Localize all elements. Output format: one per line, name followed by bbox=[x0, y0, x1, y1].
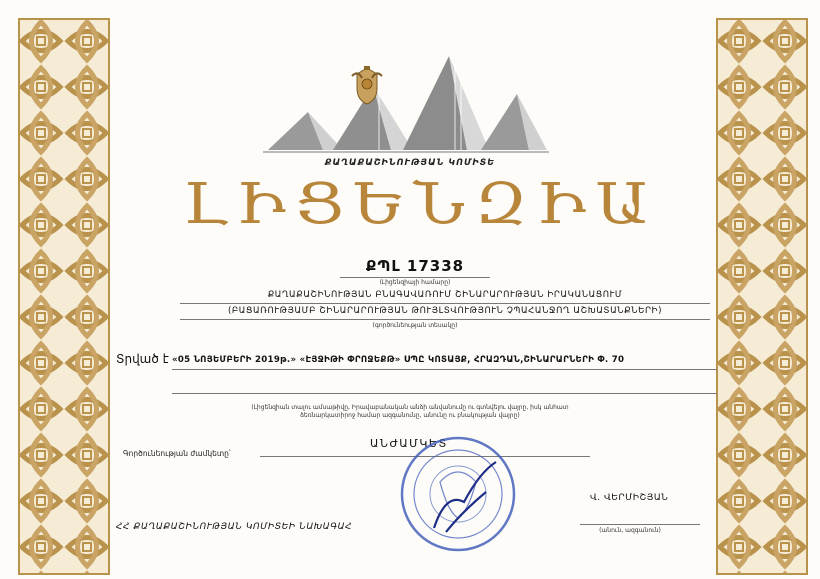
left-ornamental-border bbox=[18, 18, 110, 575]
celtic-knot-pattern bbox=[716, 18, 808, 575]
right-ornamental-border bbox=[716, 18, 808, 575]
coat-of-arms-emblem bbox=[350, 66, 384, 106]
committee-head-title: ՀՀ ՔԱՂԱՔԱՇԻՆՈՒԹՅԱՆ ԿՈՄԻՏԵԻ ՆԱԽԱԳԱՀ bbox=[116, 522, 353, 532]
activity-caption: (գործունեության տեսակը) bbox=[372, 322, 458, 329]
issued-to-label: Տրված է bbox=[116, 352, 169, 366]
issued-to-value: «05 ՆՈՅԵՄԲԵՐԻ 2019թ.» «ԷՅՋԻԹԻ ՓՐՈՋԵՔԹ» ՍՊԸ ԿՈՏԱՅՔ, ՀՐԱԶԴԱՆ,ՇԻՆԱՐԱՐՆԵՐԻ Փ. 70 bbox=[172, 355, 625, 365]
head-name-rule bbox=[580, 524, 700, 525]
buildings-logo bbox=[253, 50, 553, 158]
issued-rule-1 bbox=[172, 369, 717, 370]
activity-rule-2 bbox=[180, 319, 710, 320]
term-value: ԱՆԺԱՄԿԵՏ bbox=[370, 437, 448, 450]
license-number-caption: (Լիցենզիայի համարը) bbox=[379, 279, 451, 286]
term-label: Գործունեության ժամկետը՝ bbox=[123, 449, 231, 458]
license-number: ՔՊԼ 17338 bbox=[365, 257, 465, 275]
head-signatory-name: Վ. ՎԵՐՄԻՇՅԱՆ bbox=[590, 493, 669, 503]
certificate-title: ԼԻՑԵՆԶԻԱ bbox=[183, 172, 657, 237]
issued-note-caption bbox=[230, 404, 590, 420]
activity-line-2: (ԲԱՑԱՌՈՒԹՅԱՄԲ ՇԻՆԱՐԱՐՈՒԹՅԱՆ ԹՈՒՅԼՏՎՈՒԹՅՈՒՆ ՉՊԱՀԱՆՋՈՂ ԱՇԽԱՏԱՆՔՆԵՐԻ) bbox=[227, 306, 663, 316]
ministry-name: ՔԱՂԱՔԱՇԻՆՈՒԹՅԱՆ ԿՈՄԻՏԵ bbox=[324, 158, 496, 168]
head-name-caption: (անուն, ազգանուն) bbox=[599, 527, 661, 534]
activity-line-1: ՔԱՂԱՔԱՇԻՆՈՒԹՅԱՆ ԲՆԱԳԱՎԱՌՈՒՄ ՇԻՆԱՐԱՐՈՒԹՅԱՆ ԻՐԱԿԱՆԱՑՈՒՄ bbox=[267, 290, 623, 300]
activity-rule-1 bbox=[180, 303, 710, 304]
issued-note-line-1: (Լիցենզիան տալու ամսաթիվը, Իրավաբանական անձի անվանումը ու գտնվելու վայրը, իսկ անհատ bbox=[251, 404, 569, 411]
official-seal-stamp bbox=[396, 432, 526, 556]
issued-rule-2 bbox=[172, 393, 717, 394]
issued-note-line-2: ձեռնարկատիրոջ համար ազգանունը, անունը ու բնակության վայրը) bbox=[300, 412, 520, 419]
celtic-knot-pattern bbox=[18, 18, 110, 575]
license-number-rule bbox=[340, 277, 490, 278]
certificate-body bbox=[110, 0, 708, 579]
